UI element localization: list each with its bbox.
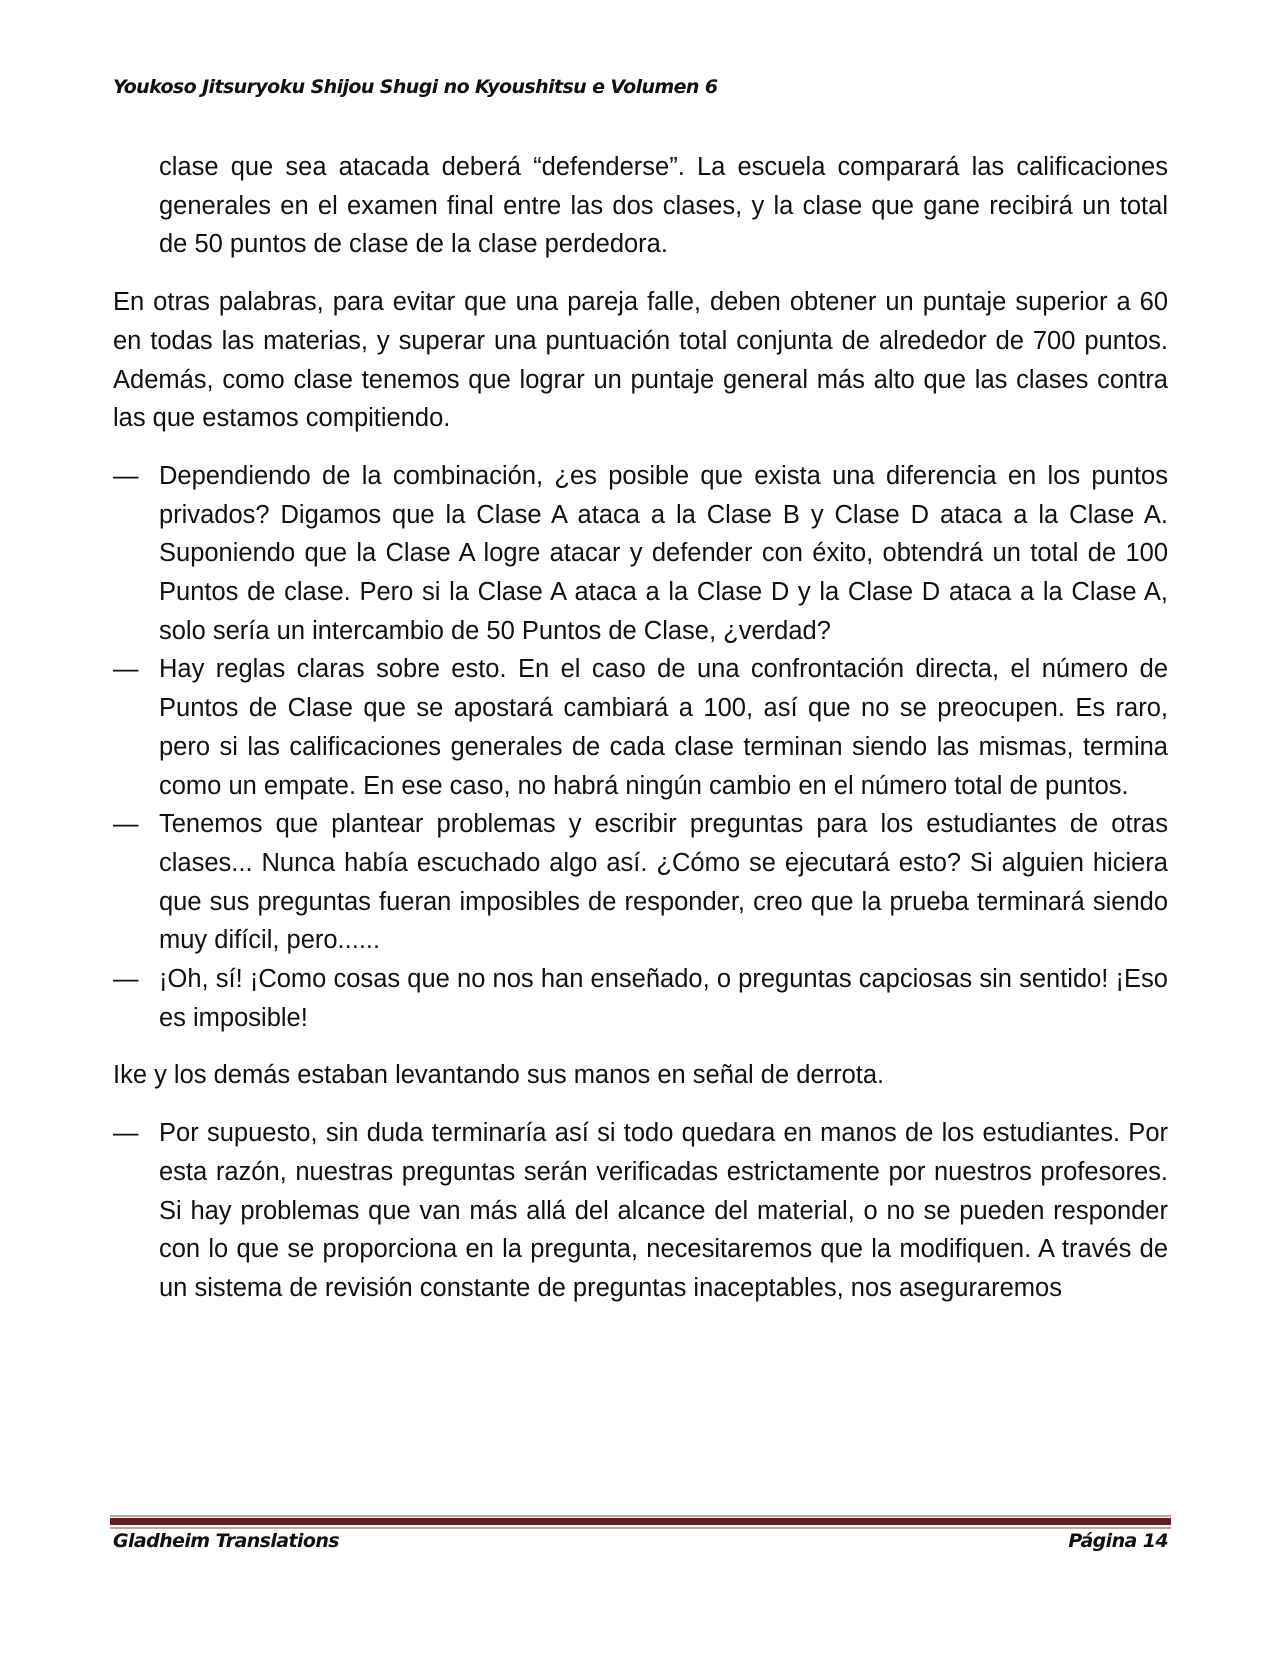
dialogue-dash: — <box>113 655 139 684</box>
paragraph: En otras palabras, para evitar que una pareja falle, deben obtener un puntaje superior a 60 en todas las materias, y superar una puntuación total conjunta de alrededor de 700 puntos. Además, como clase tenemos que lograr un puntaje general más alto que las clases contra las que estamos compitiendo. <box>113 288 1168 433</box>
page-number: Página 14 <box>1068 1530 1168 1552</box>
footer-rule <box>110 1518 1171 1525</box>
dialogue-line <box>113 1114 1168 1308</box>
dialogue-dash: — <box>113 965 139 994</box>
dialogue-line <box>113 805 1168 960</box>
dialogue-text: Dependiendo de la combinación, ¿es posible que exista una diferencia en los puntos privados? Digamos que la Clase A ataca a la Clase B y Clase D ataca a la Clase A. Suponiendo que la Clase A logre atacar y defender con éxito, obtendrá un total de 100 Puntos de clase. Pero si la Clase A ataca a la Clase D y la Clase D ataca a la Clase A, solo sería un intercambio de 50 Puntos de Clase, ¿verdad? <box>159 461 1168 645</box>
dialogue-line <box>113 960 1168 1037</box>
footer-rule-bottom <box>110 1527 1171 1529</box>
running-header: Youkoso Jitsuryoku Shijou Shugi no Kyoushitsu e Volumen 6 <box>113 76 718 98</box>
dialogue-text: Hay reglas claras sobre esto. En el caso de una confrontación directa, el número de Puntos de Clase que se apostará cambiará a 100, así que no se preocupen. Es raro, pero si las calificaciones generales de cada clase terminan siendo las mismas, termina como un empate. En ese caso, no habrá ningún cambio en el número total de puntos. <box>159 655 1168 800</box>
footer-rule-top <box>110 1515 1171 1517</box>
dialogue-dash: — <box>113 461 139 490</box>
dialogue-text: Por supuesto, sin duda terminaría así si todo quedara en manos de los estudiantes. Por esta razón, nuestras preguntas serán verificadas estrictamente por nuestros profesores. Si hay problemas que van más allá del alcance del material, o no se pueden responder con lo que se proporciona en la pregunta, necesitaremos que la modifiquen. A través de un sistema de revisión constante de preguntas inaceptables, nos aseguraremos <box>159 1119 1168 1302</box>
dialogue-dash: — <box>113 810 139 839</box>
page-body <box>113 148 1168 1308</box>
dialogue-text: ¡Oh, sí! ¡Como cosas que no nos han enseñado, o preguntas capciosas sin sentido! ¡Eso es imposible! <box>159 965 1168 1032</box>
dialogue-line <box>113 650 1168 805</box>
dialogue-line <box>113 457 1168 651</box>
dialogue-dash: — <box>113 1119 139 1148</box>
paragraph: Ike y los demás estaban levantando sus manos en señal de derrota. <box>113 1061 885 1090</box>
footer-publisher: Gladheim Translations <box>113 1530 339 1552</box>
dialogue-text: Tenemos que plantear problemas y escribir preguntas para los estudiantes de otras clases... Nunca había escuchado algo así. ¿Cómo se ejecutará esto? Si alguien hiciera que sus preguntas fueran imposibles de responder, creo que la prueba terminará siendo muy difícil, pero...... <box>159 810 1168 955</box>
paragraph-continuation: clase que sea atacada deberá “defenderse”. La escuela comparará las calificaciones generales en el examen final entre las dos clases, y la clase que gane recibirá un total de 50 puntos de clase de la clase perdedora. <box>159 153 1168 259</box>
